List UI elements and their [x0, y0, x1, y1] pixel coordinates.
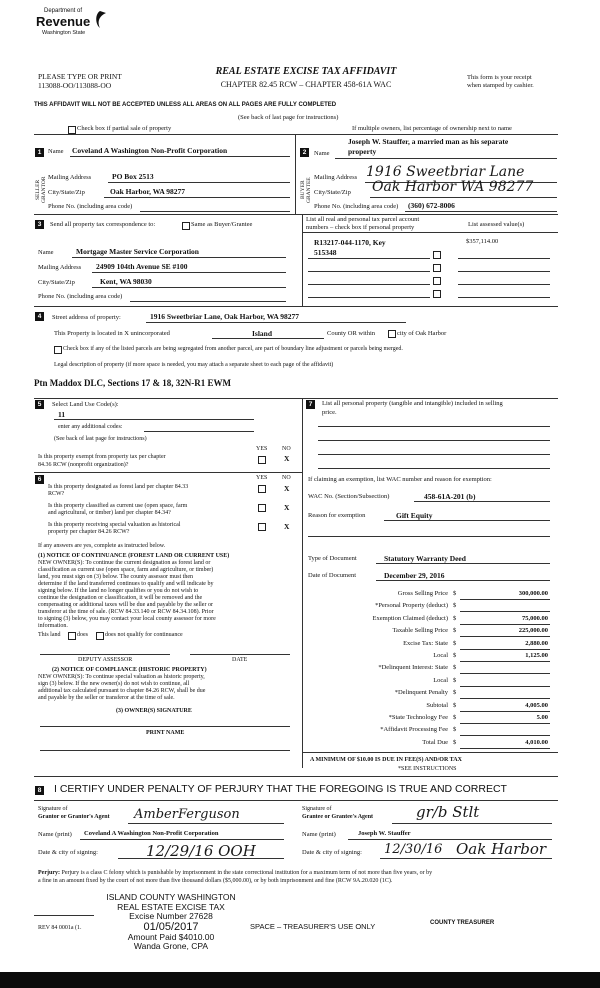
- divider: [92, 272, 286, 273]
- s5-no: NO: [282, 446, 291, 452]
- fee-label: Local: [433, 676, 448, 684]
- divider: [370, 197, 557, 198]
- fee-underline: [460, 711, 550, 712]
- fee-dollar: $: [453, 738, 457, 746]
- seller-name-label: Name: [48, 148, 64, 155]
- notice1-title: (1) NOTICE OF CONTINUANCE (FOREST LAND OR CURRENT USE): [38, 553, 230, 559]
- parcel-header-1: List all real and personal tax parcel account: [306, 216, 420, 223]
- minimum-fee-note: A MINIMUM OF $10.00 IS DUE IN FEE(S) AND/OR TAX: [310, 757, 462, 763]
- assessed-value: $357,114.00: [466, 238, 499, 245]
- fee-underline: [460, 636, 550, 637]
- partial-sale-checkbox[interactable]: [68, 126, 76, 134]
- s6-yes: YES: [256, 475, 268, 481]
- parcel-line: [308, 284, 430, 285]
- dept-state: Washington State: [42, 30, 86, 36]
- multiple-owners-note: If multiple owners, list percentage of ownership next to name: [352, 125, 512, 132]
- segregated-label: Check box if any of the listed parcels are being segregated from another parcel, are part of boundary line adjustment or parcels being merged.: [63, 346, 403, 352]
- exempt-q2: 84.36 RCW (nonprofit organization)?: [38, 462, 129, 468]
- seller-name: Coveland A Washington Non-Profit Corporation: [72, 146, 228, 155]
- seller-phone-label: Phone No. (including area code): [48, 203, 133, 210]
- fee-dollar: $: [453, 664, 457, 672]
- divider: [34, 306, 558, 307]
- notice2-line: sign (3) below. If the new owner(s) do not wish to continue, all: [38, 681, 190, 687]
- notice1-line: signing below. If the land no longer qualifies or you do not wish to: [38, 588, 199, 594]
- segregated-checkbox[interactable]: [54, 346, 62, 354]
- section-8-badge: 8: [35, 786, 44, 795]
- fee-dollar: $: [453, 639, 457, 647]
- personal-prop-1: List all personal property (tangible and intangible) included in selling: [322, 400, 503, 407]
- divider: [34, 776, 558, 777]
- notice1-line: determine if the land transferred continues to qualify and will indicate by: [38, 581, 214, 587]
- form-title: REAL ESTATE EXCISE TAX AFFIDAVIT: [215, 66, 397, 77]
- notice1-line: land, you must sign on (3) below. The county assessor must then: [38, 574, 193, 580]
- stamp-line-3: Excise Number 27628: [129, 911, 213, 921]
- s6-no: NO: [282, 475, 291, 481]
- divider: [34, 472, 302, 473]
- fee-dollar: $: [453, 590, 457, 597]
- sig-grantee-1: Signature of: [302, 806, 332, 812]
- legal-desc-label: Legal description of property (if more space is needed, you may attach a separate sheet to each page of the affidavit): [54, 362, 334, 368]
- reason-label: Reason for exemption: [308, 512, 366, 519]
- s3-name: Mortgage Master Service Corporation: [76, 247, 199, 256]
- divider: [92, 287, 286, 288]
- treasurer-space: SPACE – TREASURER'S USE ONLY: [250, 922, 376, 931]
- notice2-line: and payable by the seller or transferor at the time of sale.: [38, 695, 175, 701]
- divider: [376, 580, 550, 581]
- divider: [414, 501, 550, 502]
- forest-yes-checkbox[interactable]: [258, 485, 266, 493]
- divider: [80, 839, 284, 840]
- s3-phone-label: Phone No. (including area code): [38, 293, 123, 300]
- fee-underline: [460, 686, 550, 687]
- fee-dollar: $: [453, 714, 457, 721]
- fee-dollar: $: [453, 602, 457, 610]
- notice1-line: information.: [38, 623, 68, 629]
- forest-answer: X: [284, 484, 290, 493]
- buyer-phone-label: Phone No. (including area code): [314, 203, 399, 210]
- fee-value: 1,125.00: [525, 652, 548, 659]
- dept-revenue: Revenue: [36, 14, 91, 29]
- certify-heading: I CERTIFY UNDER PENALTY OF PERJURY THAT THE FOREGOING IS TRUE AND CORRECT: [54, 783, 507, 795]
- does-label: does: [77, 632, 88, 638]
- divider: [295, 134, 296, 214]
- fee-label: *Personal Property (deduct): [375, 602, 448, 610]
- stamp-line-1: ISLAND COUNTY WASHINGTON: [106, 892, 236, 902]
- section-3-badge: 3: [35, 220, 44, 229]
- divider: [144, 431, 254, 432]
- divider: [392, 823, 552, 824]
- notice2-line: additional tax calculated pursuant to chapter 84.26 RCW, shall be due: [38, 688, 206, 694]
- wac-number: 458-61A-201 (b): [424, 492, 476, 501]
- divider: [146, 322, 406, 323]
- county-treasurer: COUNTY TREASURER: [430, 920, 495, 926]
- fee-label: Subtotal: [426, 701, 448, 709]
- section-7-badge: 7: [306, 400, 315, 409]
- divider: [40, 726, 290, 727]
- receipt-note-1: This form is your receipt: [467, 74, 532, 81]
- divider: [128, 823, 284, 824]
- divider: [302, 752, 558, 753]
- divider: [130, 301, 286, 302]
- same-as-buyer-checkbox[interactable]: [182, 222, 190, 230]
- dept-small: Department of: [44, 8, 83, 14]
- divider: [118, 858, 284, 859]
- divider: [335, 158, 557, 159]
- assessed-line: [458, 271, 550, 272]
- divider: [302, 398, 303, 768]
- dor-logo: [34, 6, 114, 42]
- divider: [34, 214, 558, 215]
- fee-underline: [460, 661, 550, 662]
- county-suffix: County OR within: [327, 330, 376, 337]
- legal-description: Ptn Maddox DLC, Sections 17 & 18, 32N-R1 EWM: [34, 378, 231, 388]
- forest-q1: Is this property designated as forest land per chapter 84.33: [48, 484, 189, 490]
- s3-city-label: City/State/Zip: [38, 279, 75, 286]
- current-use-answer: X: [284, 503, 290, 512]
- fee-value: 4,005.00: [525, 701, 548, 709]
- exempt-q1: Is this property exempt from property tax per chapter: [38, 454, 166, 460]
- doc-date-label: Date of Document: [308, 572, 357, 579]
- personal-property-checkbox[interactable]: [433, 277, 441, 285]
- grantor-print-name: Coveland A Washington Non-Profit Corporation: [84, 830, 219, 837]
- treasurer-stamp: [96, 893, 246, 952]
- fee-label: Gross Selling Price: [397, 590, 448, 597]
- seller-mailing-label: Mailing Address: [48, 174, 92, 181]
- current-use-q2: and agricultural, or timber) land per chapter 84.34?: [48, 510, 171, 516]
- divider: [40, 750, 290, 751]
- sig-grantor-1: Signature of: [38, 806, 68, 812]
- section-1-badge: 1: [35, 148, 44, 157]
- personal-property-checkbox[interactable]: [433, 264, 441, 272]
- fee-dollar: $: [453, 652, 457, 659]
- parcel-number-line1: R13217-044-1170, Key: [314, 238, 386, 247]
- current-use-q: Is this property classified as current use (open space, farm: [48, 503, 188, 509]
- fee-dollar: $: [453, 701, 457, 709]
- divider: [384, 520, 550, 521]
- additional-codes-label: enter any additional codes:: [58, 424, 123, 430]
- divider: [72, 257, 286, 258]
- buyer-side-label: BUYER GRANTEE: [300, 177, 312, 203]
- receipt-note-2: when stamped by cashier.: [467, 82, 534, 89]
- forest-q1b: RCW?: [48, 491, 65, 497]
- assessed-header: List assessed value(s): [468, 221, 525, 228]
- divider: [302, 232, 558, 233]
- section-5-badge: 5: [35, 400, 44, 409]
- historic-q2: property per chapter 84.26 RCW?: [48, 529, 130, 535]
- historic-yes-checkbox[interactable]: [258, 523, 266, 531]
- divider: [70, 156, 290, 157]
- divider: [318, 440, 550, 441]
- form-numbers: 113088-OO/113088-OO: [38, 81, 112, 90]
- divider: [308, 536, 550, 537]
- s3-mailing-label: Mailing Address: [38, 264, 82, 271]
- seller-side-label: SELLER GRANTOR: [35, 176, 47, 204]
- fee-underline: [460, 748, 550, 749]
- grantee-city: Oak Harbor: [456, 840, 547, 858]
- parcel-line: [308, 297, 430, 298]
- fee-underline: [460, 611, 550, 612]
- seller-city-label: City/State/Zip: [48, 189, 85, 196]
- divider: [34, 398, 558, 399]
- notice1-line: NEW OWNER(S): To continue the current designation as forest land or: [38, 560, 211, 566]
- fee-label: *Affidavit Processing Fee: [380, 726, 448, 734]
- street-address: 1916 Sweetbriar Lane, Oak Harbor, WA 98277: [150, 312, 300, 321]
- grantee-signature: gr/b Stlt: [416, 803, 480, 821]
- fee-underline: [460, 723, 550, 724]
- see-back-s5: (See back of last page for instructions): [54, 436, 147, 442]
- parcel-line: [308, 258, 430, 259]
- notice2-title: (2) NOTICE OF COMPLIANCE (HISTORIC PROPERTY): [52, 667, 207, 673]
- city-of: city of Oak Harbor: [397, 330, 447, 337]
- divider: [380, 858, 552, 859]
- wac-label: WAC No. (Section/Subsection): [308, 493, 390, 500]
- divider: [140, 211, 290, 212]
- fee-underline: [460, 624, 550, 625]
- buyer-city: Oak Harbor WA 98277: [372, 179, 534, 195]
- assessed-line: [458, 297, 550, 298]
- divider: [405, 211, 557, 212]
- fee-value: 225,000.00: [518, 627, 548, 635]
- owner-signature-label: (3) OWNER(S) SIGNATURE: [116, 708, 192, 714]
- divider: [318, 426, 550, 427]
- this-land-label: This land: [38, 632, 61, 638]
- fee-label: *Delinquent Penalty: [394, 689, 448, 697]
- buyer-mailing: 1916 Sweetbriar Lane: [366, 164, 525, 180]
- fee-underline: [460, 735, 550, 736]
- divider: [212, 338, 324, 339]
- notice1-line: classification as current use (open space, farm and agriculture, or timber): [38, 567, 214, 573]
- see-back-top: (See back of last page for instructions): [238, 114, 339, 121]
- divider: [34, 915, 94, 916]
- divider: [108, 182, 290, 183]
- revenue-logo-icon: [92, 10, 108, 30]
- stamp-line-4: 01/05/2017: [143, 920, 199, 933]
- city-checkbox[interactable]: [388, 330, 396, 338]
- buyer-name-label: Name: [314, 150, 330, 157]
- divider: [34, 800, 558, 801]
- fee-value: 2,880.00: [525, 639, 548, 647]
- exempt-no-answer: X: [284, 454, 290, 463]
- grantee-date: 12/30/16: [384, 842, 443, 857]
- fee-underline: [460, 649, 550, 650]
- notice1-line: compensating or additional taxes will be due and payable by the seller or: [38, 602, 213, 608]
- partial-sale-label: Check box if partial sale of property: [77, 125, 172, 132]
- scan-border: [0, 972, 600, 988]
- does-checkbox[interactable]: [68, 632, 76, 640]
- personal-property-checkbox[interactable]: [433, 290, 441, 298]
- grantor-print-label: Name (print): [38, 831, 72, 838]
- divider: [302, 214, 303, 306]
- land-use-label: Select Land Use Code(s):: [52, 401, 119, 408]
- seller-city: Oak Harbor, WA 98277: [110, 187, 186, 196]
- buyer-city-label: City/State/Zip: [314, 189, 351, 196]
- does-not-label: does not qualify for continuance: [105, 632, 183, 638]
- grantor-date: 12/29/16 OOH: [146, 842, 256, 860]
- fee-dollar: $: [453, 614, 457, 622]
- grantee-print-label: Name (print): [302, 831, 336, 838]
- grantee-print-name: Joseph W. Stauffer: [358, 830, 411, 837]
- s3-name-label: Name: [38, 249, 54, 256]
- grantee-date-label: Date & city of signing:: [302, 849, 362, 856]
- sig-grantee-2: Grantee or Grantee's Agent: [302, 814, 374, 820]
- perjury-line-2: a fine in an amount fixed by the court of not more than five thousand dollars ($5,000.00), or by both imprisonment and fine (RCW 9A.20.020 (1C).: [38, 878, 393, 884]
- fee-underline: [460, 698, 550, 699]
- if-yes-note: If any answers are yes, complete as instructed below.: [38, 543, 166, 549]
- send-correspondence-label: Send all property tax correspondence to:: [50, 221, 156, 228]
- historic-answer: X: [284, 522, 290, 531]
- perjury-text-1: Perjury is a class C felony which is punishable by imprisonment in the state correctional institution for a maximum term of not more than five years, or by: [60, 870, 433, 876]
- assessed-line: [458, 258, 550, 259]
- county-name: Island: [252, 329, 273, 338]
- divider: [40, 654, 170, 655]
- s5-yes: YES: [256, 446, 268, 452]
- street-label: Street address of property:: [52, 314, 121, 321]
- parcel-header-2: numbers – check box if personal property: [306, 224, 415, 231]
- seller-mailing: PO Box 2513: [112, 172, 154, 181]
- section-6-badge: 6: [35, 475, 44, 484]
- grantor-signature: AmberFerguson: [134, 807, 240, 822]
- same-as-buyer-label: Same as Buyer/Grantee: [191, 221, 253, 228]
- form-chapter: CHAPTER 82.45 RCW – CHAPTER 458-61A WAC: [220, 80, 392, 89]
- notice1-line: transferor at the time of sale. (RCW 84.33.140 or RCW 84.34.108). Prior: [38, 609, 214, 615]
- exemption-claim-note: If claiming an exemption, list WAC number and reason for exemption:: [308, 476, 492, 483]
- personal-prop-2: price.: [322, 409, 337, 416]
- print-name-label: PRINT NAME: [146, 730, 185, 736]
- warning-text: THIS AFFIDAVIT WILL NOT BE ACCEPTED UNLESS ALL AREAS ON ALL PAGES ARE FULLY COMPLETED: [34, 102, 337, 108]
- parcel-number-line2: 515348: [314, 248, 337, 257]
- grantor-date-label: Date & city of signing:: [38, 849, 98, 856]
- current-use-yes-checkbox[interactable]: [258, 504, 266, 512]
- fee-value: 4,010.00: [525, 738, 548, 746]
- fee-value: 75,000.00: [522, 614, 548, 622]
- divider: [34, 134, 558, 135]
- stamp-line-2: REAL ESTATE EXCISE TAX: [117, 901, 225, 912]
- date-label: DATE: [232, 657, 248, 663]
- doc-date: December 29, 2016: [384, 571, 445, 580]
- s3-mailing: 24909 104th Avenue SE #100: [96, 262, 188, 271]
- fee-dollar: $: [453, 627, 457, 635]
- sig-grantor-2: Grantor or Grantor's Agent: [38, 814, 110, 820]
- perjury-line-1: [38, 870, 432, 876]
- land-use-code: 11: [58, 410, 66, 419]
- fee-dollar: $: [453, 676, 457, 684]
- fee-label: *Delinquent Interest: State: [378, 664, 448, 672]
- divider: [318, 468, 550, 469]
- exemption-reason: Gift Equity: [396, 511, 433, 520]
- buyer-name-line2: property: [348, 147, 377, 156]
- fee-label: Total Due: [422, 738, 448, 746]
- buyer-mailing-label: Mailing Address: [314, 174, 358, 181]
- parcel-line: [308, 271, 430, 272]
- fee-underline: [460, 599, 550, 600]
- divider: [54, 419, 254, 420]
- notice2-line: NEW OWNER(S): To continue special valuation as historic property,: [38, 674, 205, 680]
- fee-label: Taxable Selling Price: [392, 627, 448, 635]
- fee-label: Local: [433, 652, 448, 659]
- located-prefix: This Property is located in X unincorporated: [54, 330, 170, 337]
- divider: [104, 197, 290, 198]
- doc-type-label: Type of Document: [308, 555, 357, 562]
- personal-property-checkbox[interactable]: [433, 251, 441, 259]
- notice1-line: continue the designation or classification, it will be removed and the: [38, 595, 203, 601]
- section-2-badge: 2: [300, 148, 309, 157]
- fee-dollar: $: [453, 726, 457, 734]
- buyer-name-line1: Joseph W. Stauffer, a married man as his separate: [348, 137, 509, 146]
- fee-value: 300,000.00: [518, 590, 548, 597]
- historic-q: Is this property receiving special valuation as historical: [48, 522, 181, 528]
- s3-city: Kent, WA 98030: [100, 277, 152, 286]
- fee-underline: [460, 673, 550, 674]
- divider: [190, 654, 290, 655]
- rev-number: REV 84 0001a (1.: [38, 925, 82, 931]
- fee-label: Exemption Claimed (deduct): [372, 614, 448, 622]
- perjury-bold: Perjury:: [38, 870, 60, 876]
- divider: [318, 454, 550, 455]
- please-type: PLEASE TYPE OR PRINT: [38, 72, 122, 81]
- does-not-checkbox[interactable]: [96, 632, 104, 640]
- fee-label: Excise Tax: State: [403, 639, 448, 647]
- fee-dollar: $: [453, 689, 457, 697]
- see-instructions: *SEE INSTRUCTIONS: [398, 766, 457, 772]
- deputy-assessor-label: DEPUTY ASSESSOR: [78, 657, 133, 663]
- stamp-line-5: Amount Paid $4010.00: [127, 931, 215, 942]
- divider: [376, 563, 550, 564]
- buyer-phone: (360) 672-8006: [408, 201, 455, 210]
- doc-type: Statutory Warranty Deed: [384, 554, 466, 563]
- exempt-yes-checkbox[interactable]: [258, 456, 266, 464]
- fee-value: 5.00: [536, 714, 548, 721]
- stamp-line-6: Wanda Grone, CPA: [133, 941, 209, 951]
- fee-label: *State Technology Fee: [388, 714, 448, 721]
- assessed-line: [458, 284, 550, 285]
- section-4-badge: 4: [35, 312, 44, 321]
- notice1-line: to signing (3) below, you may contact your local county assessor for more: [38, 616, 216, 622]
